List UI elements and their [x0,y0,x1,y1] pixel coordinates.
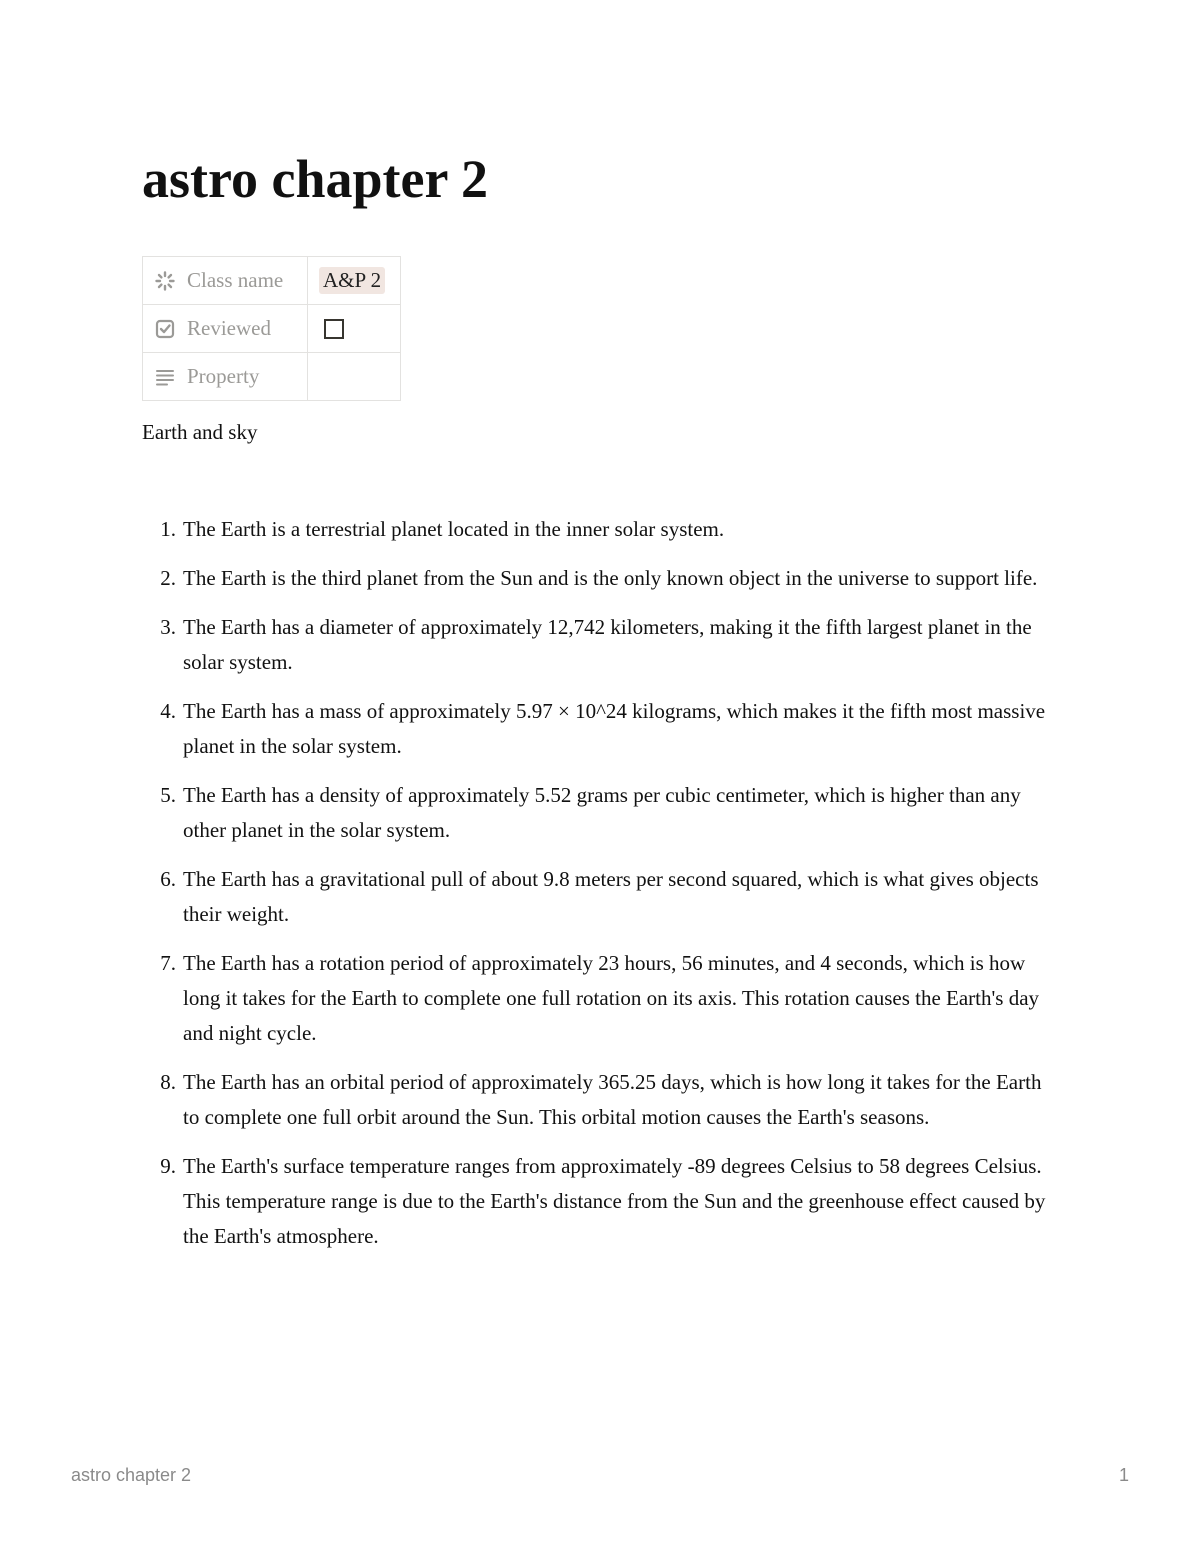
footer-page-number: 1 [1118,1465,1129,1485]
list-text: The Earth is a terrestrial planet located in the inner solar system. [183,517,725,541]
list-item [142,512,1062,547]
property-row-reviewed [143,305,401,353]
list-number: 4. [160,699,176,723]
property-label: Property [187,364,260,388]
section-subtitle: Earth and sky [142,420,258,444]
list-item [142,946,1062,1051]
property-value-cell[interactable] [308,353,401,401]
facts-list [142,512,1062,1268]
list-number: 6. [160,867,176,891]
footer-doc-name: astro chapter 2 [71,1465,192,1485]
list-number: 1. [160,517,176,541]
status-spinner-icon [154,270,176,292]
list-number: 9. [160,1154,176,1178]
property-label: Reviewed [187,316,271,340]
list-item [142,561,1062,596]
list-text: The Earth's surface temperature ranges from approximately -89 degrees Celsius to 58 degrees Celsius. This temperature range is due to the Earth's distance from the Sun and the greenhouse effect caused by the Earth's atmosphere. [183,1154,1046,1248]
property-label: Class name [187,268,284,292]
list-text: The Earth is the third planet from the Sun and is the only known object in the universe to support life. [183,566,1038,590]
list-text: The Earth has a diameter of approximately 12,742 kilometers, making it the fifth largest planet in the solar system. [183,615,1032,674]
list-text: The Earth has a gravitational pull of about 9.8 meters per second squared, which is what gives objects their weight. [183,867,1039,926]
list-item [142,694,1062,764]
list-item [142,778,1062,848]
property-row-class-name [143,257,401,305]
page-title: astro chapter 2 [142,149,488,209]
property-name-cell[interactable] [143,305,308,353]
list-item [142,610,1062,680]
property-name-cell[interactable] [143,257,308,305]
list-number: 7. [160,951,176,975]
list-text: The Earth has an orbital period of approximately 365.25 days, which is how long it takes for the Earth to complete one full orbit around the Sun. This orbital motion causes the Earth's seasons. [183,1070,1042,1129]
properties-table [142,256,401,401]
checkbox-icon [154,318,176,340]
property-row-property [143,353,401,401]
property-value-cell[interactable] [308,305,401,353]
list-item [142,1065,1062,1135]
list-number: 5. [160,783,176,807]
list-text: The Earth has a mass of approximately 5.97 × 10^24 kilograms, which makes it the fifth most massive planet in the solar system. [183,699,1046,758]
list-number: 2. [160,566,176,590]
property-value-cell[interactable] [308,257,401,305]
property-name-cell[interactable] [143,353,308,401]
list-number: 8. [160,1070,176,1094]
list-item [142,1149,1062,1254]
list-text: The Earth has a density of approximately 5.52 grams per cubic centimeter, which is higher than any other planet in the solar system. [183,783,1021,842]
list-number: 3. [160,615,176,639]
list-text: The Earth has a rotation period of approximately 23 hours, 56 minutes, and 4 seconds, which is how long it takes for the Earth to complete one full rotation on its axis. This rotation causes the Earth's day and night cycle. [183,951,1040,1045]
text-lines-icon [154,366,176,388]
list-item [142,862,1062,932]
reviewed-checkbox[interactable] [324,319,344,339]
class-name-tag[interactable]: A&P 2 [319,267,385,294]
